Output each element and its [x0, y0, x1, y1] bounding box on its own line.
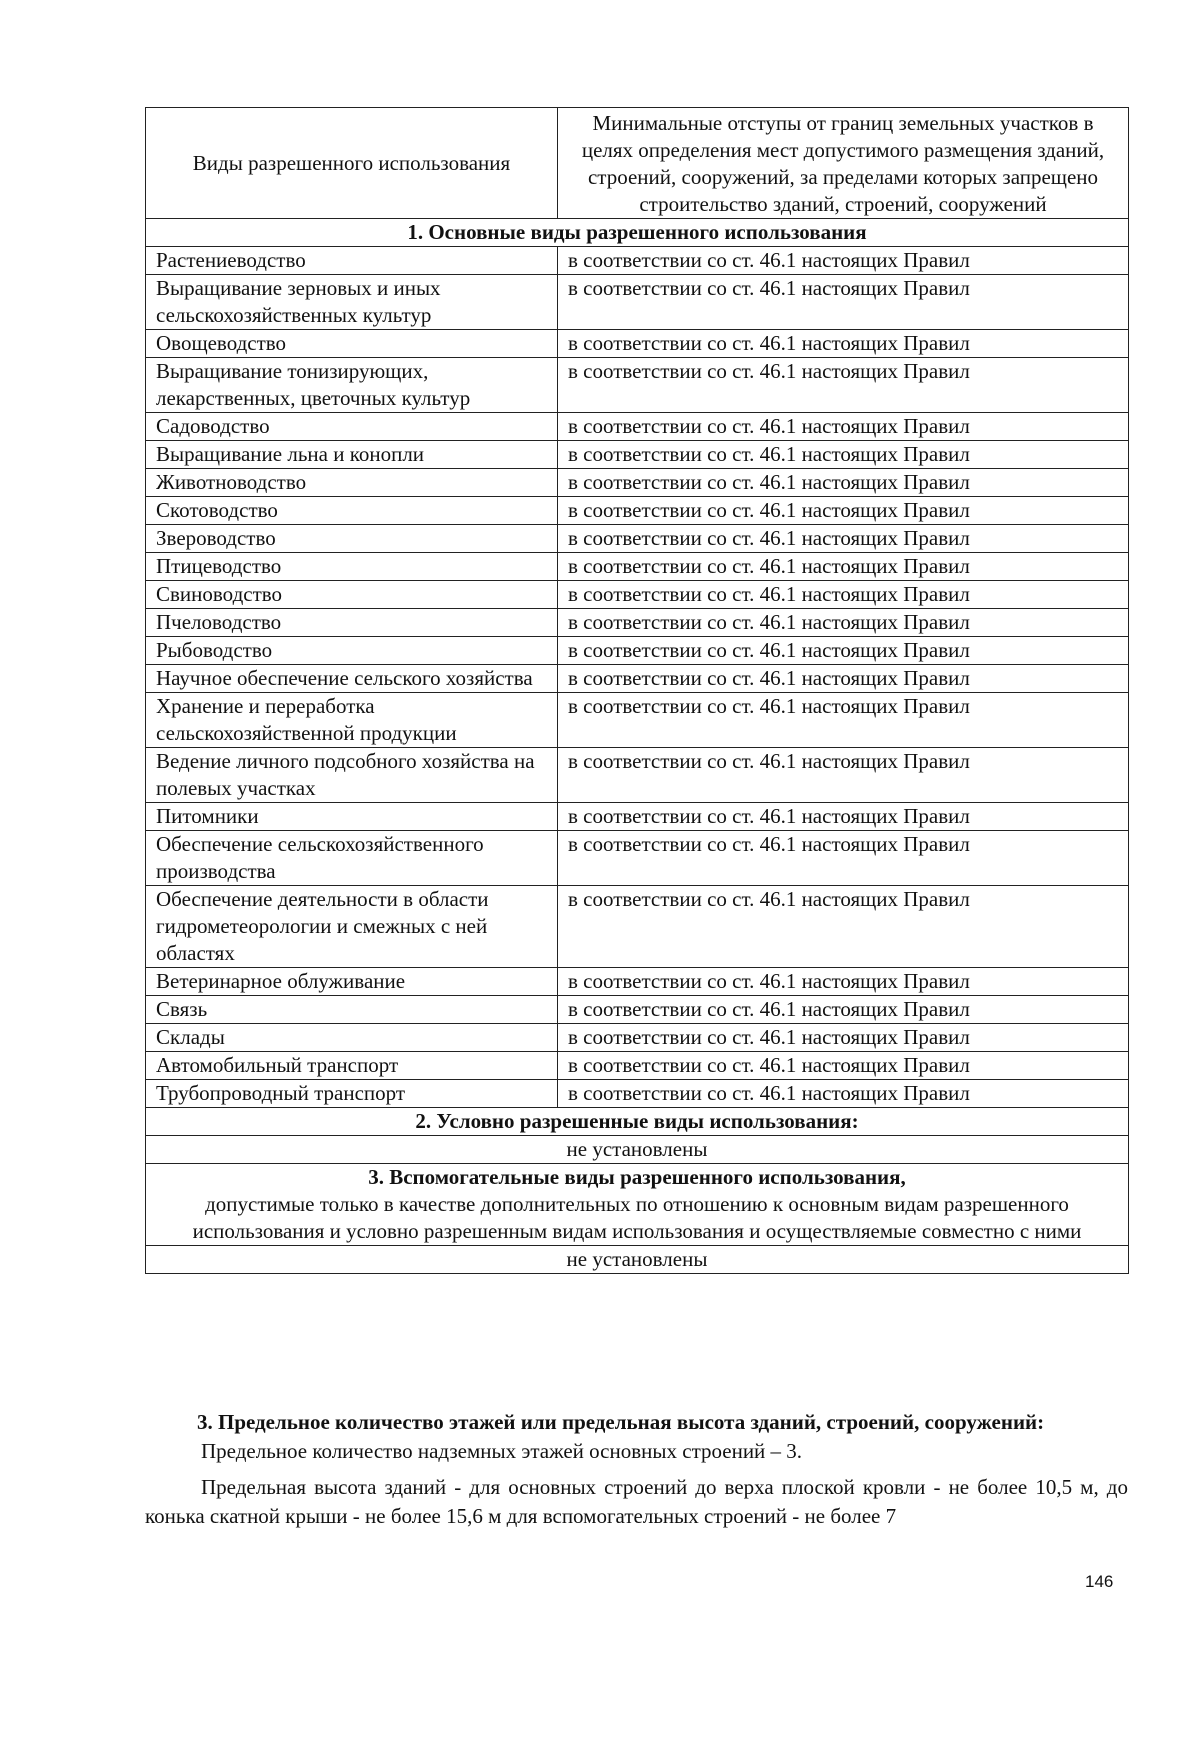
table-row: [146, 748, 1129, 803]
floors-limit-text: Предельное количество надземных этажей основных строений – 3.: [201, 1439, 803, 1463]
table-row: [146, 525, 1129, 553]
setback-cell: в соответствии со ст. 46.1 настоящих Правил: [558, 609, 1129, 637]
use-type-cell: Растениеводство: [146, 247, 558, 275]
setback-cell: в соответствии со ст. 46.1 настоящих Правил: [558, 1080, 1129, 1108]
setback-cell: в соответствии со ст. 46.1 настоящих Правил: [558, 968, 1129, 996]
header-use-types: Виды разрешенного использования: [146, 108, 558, 219]
table-row: [146, 1024, 1129, 1052]
section-3-subtitle: допустимые только в качестве дополнительных по отношению к основным видам разрешенного использования и условно разрешенным видам использования и осуществляемые совместно с ними: [192, 1192, 1082, 1243]
use-type-cell: Трубопроводный транспорт: [146, 1080, 558, 1108]
use-type-cell: Склады: [146, 1024, 558, 1052]
table-row: [146, 803, 1129, 831]
setback-cell: в соответствии со ст. 46.1 настоящих Правил: [558, 358, 1129, 413]
setback-cell: в соответствии со ст. 46.1 настоящих Правил: [558, 831, 1129, 886]
setback-cell: в соответствии со ст. 46.1 настоящих Правил: [558, 665, 1129, 693]
limits-heading: 3. Предельное количество этажей или предельная высота зданий, строений, сооружений:: [197, 1410, 1045, 1434]
permitted-use-table: [145, 107, 1129, 1274]
table-row: [146, 1080, 1129, 1108]
section-3-row: [146, 1164, 1129, 1246]
table-row: [146, 968, 1129, 996]
section-3-value: не установлены: [146, 1246, 1129, 1274]
table-row: [146, 413, 1129, 441]
section-2-title: 2. Условно разрешенные виды использования:: [146, 1108, 1129, 1136]
setback-cell: в соответствии со ст. 46.1 настоящих Правил: [558, 247, 1129, 275]
use-type-cell: Овощеводство: [146, 330, 558, 358]
height-limit-text: Предельная высота зданий - для основных строений до верха плоской кровли - не более 10,5 м, до конька скатной крыши - не более 15,6 м для вспомогательных строений - не более 7: [145, 1475, 1128, 1528]
use-type-cell: Автомобильный транспорт: [146, 1052, 558, 1080]
setback-cell: в соответствии со ст. 46.1 настоящих Правил: [558, 413, 1129, 441]
use-type-cell: Обеспечение деятельности в области гидрометеорологии и смежных с ней областях: [146, 886, 558, 968]
use-type-cell: Научное обеспечение сельского хозяйства: [146, 665, 558, 693]
setback-cell: в соответствии со ст. 46.1 настоящих Правил: [558, 553, 1129, 581]
setback-cell: в соответствии со ст. 46.1 настоящих Правил: [558, 275, 1129, 330]
use-type-cell: Скотоводство: [146, 497, 558, 525]
setback-cell: в соответствии со ст. 46.1 настоящих Правил: [558, 996, 1129, 1024]
use-type-cell: Выращивание тонизирующих, лекарственных, цветочных культур: [146, 358, 558, 413]
use-type-cell: Ведение личного подсобного хозяйства на полевых участках: [146, 748, 558, 803]
setback-cell: в соответствии со ст. 46.1 настоящих Правил: [558, 886, 1129, 968]
setback-cell: в соответствии со ст. 46.1 настоящих Правил: [558, 469, 1129, 497]
setback-cell: в соответствии со ст. 46.1 настоящих Правил: [558, 1052, 1129, 1080]
setback-cell: в соответствии со ст. 46.1 настоящих Правил: [558, 748, 1129, 803]
table-row: [146, 693, 1129, 748]
use-type-cell: Садоводство: [146, 413, 558, 441]
table-row: [146, 609, 1129, 637]
setback-cell: в соответствии со ст. 46.1 настоящих Правил: [558, 1024, 1129, 1052]
header-setbacks: Минимальные отступы от границ земельных участков в целях определения мест допустимого размещения зданий, строений, сооружений, за пределами которых запрещено строительство зданий, строений, сооружений: [558, 108, 1129, 219]
table-row: [146, 553, 1129, 581]
table-row: [146, 637, 1129, 665]
use-type-cell: Выращивание зерновых и иных сельскохозяйственных культур: [146, 275, 558, 330]
table-row: [146, 247, 1129, 275]
table-row: [146, 330, 1129, 358]
page-number: 146: [1085, 1572, 1114, 1591]
table-row: [146, 497, 1129, 525]
table-row: [146, 275, 1129, 330]
setback-cell: в соответствии со ст. 46.1 настоящих Правил: [558, 525, 1129, 553]
use-type-cell: Обеспечение сельскохозяйственного производства: [146, 831, 558, 886]
setback-cell: в соответствии со ст. 46.1 настоящих Правил: [558, 581, 1129, 609]
use-type-cell: Птицеводство: [146, 553, 558, 581]
section-1-row: [146, 219, 1129, 247]
section-2-value-row: [146, 1136, 1129, 1164]
use-type-cell: Связь: [146, 996, 558, 1024]
table-row: [146, 358, 1129, 413]
use-type-cell: Питомники: [146, 803, 558, 831]
section-2-value: не установлены: [146, 1136, 1129, 1164]
table-row: [146, 886, 1129, 968]
limits-section: [145, 1408, 1128, 1531]
document-page: [145, 107, 1128, 1274]
use-type-cell: Ветеринарное облуживание: [146, 968, 558, 996]
section-3-value-row: [146, 1246, 1129, 1274]
table-row: [146, 581, 1129, 609]
table-row: [146, 665, 1129, 693]
use-type-cell: Свиноводство: [146, 581, 558, 609]
table-row: [146, 1052, 1129, 1080]
setback-cell: в соответствии со ст. 46.1 настоящих Правил: [558, 803, 1129, 831]
table-row: [146, 831, 1129, 886]
use-type-cell: Рыбоводство: [146, 637, 558, 665]
use-type-cell: Хранение и переработка сельскохозяйственной продукции: [146, 693, 558, 748]
setback-cell: в соответствии со ст. 46.1 настоящих Правил: [558, 637, 1129, 665]
setback-cell: в соответствии со ст. 46.1 настоящих Правил: [558, 497, 1129, 525]
setback-cell: в соответствии со ст. 46.1 настоящих Правил: [558, 441, 1129, 469]
section-3-title: 3. Вспомогательные виды разрешенного использования,: [368, 1165, 906, 1189]
section-1-title: 1. Основные виды разрешенного использования: [146, 219, 1129, 247]
table-row: [146, 996, 1129, 1024]
use-type-cell: Животноводство: [146, 469, 558, 497]
use-type-cell: Выращивание льна и конопли: [146, 441, 558, 469]
table-row: [146, 469, 1129, 497]
use-type-cell: Звероводство: [146, 525, 558, 553]
section-2-row: [146, 1108, 1129, 1136]
section-3-block: [146, 1164, 1129, 1246]
setback-cell: в соответствии со ст. 46.1 настоящих Правил: [558, 693, 1129, 748]
table-row: [146, 441, 1129, 469]
use-type-cell: Пчеловодство: [146, 609, 558, 637]
table-header-row: [146, 108, 1129, 219]
setback-cell: в соответствии со ст. 46.1 настоящих Правил: [558, 330, 1129, 358]
